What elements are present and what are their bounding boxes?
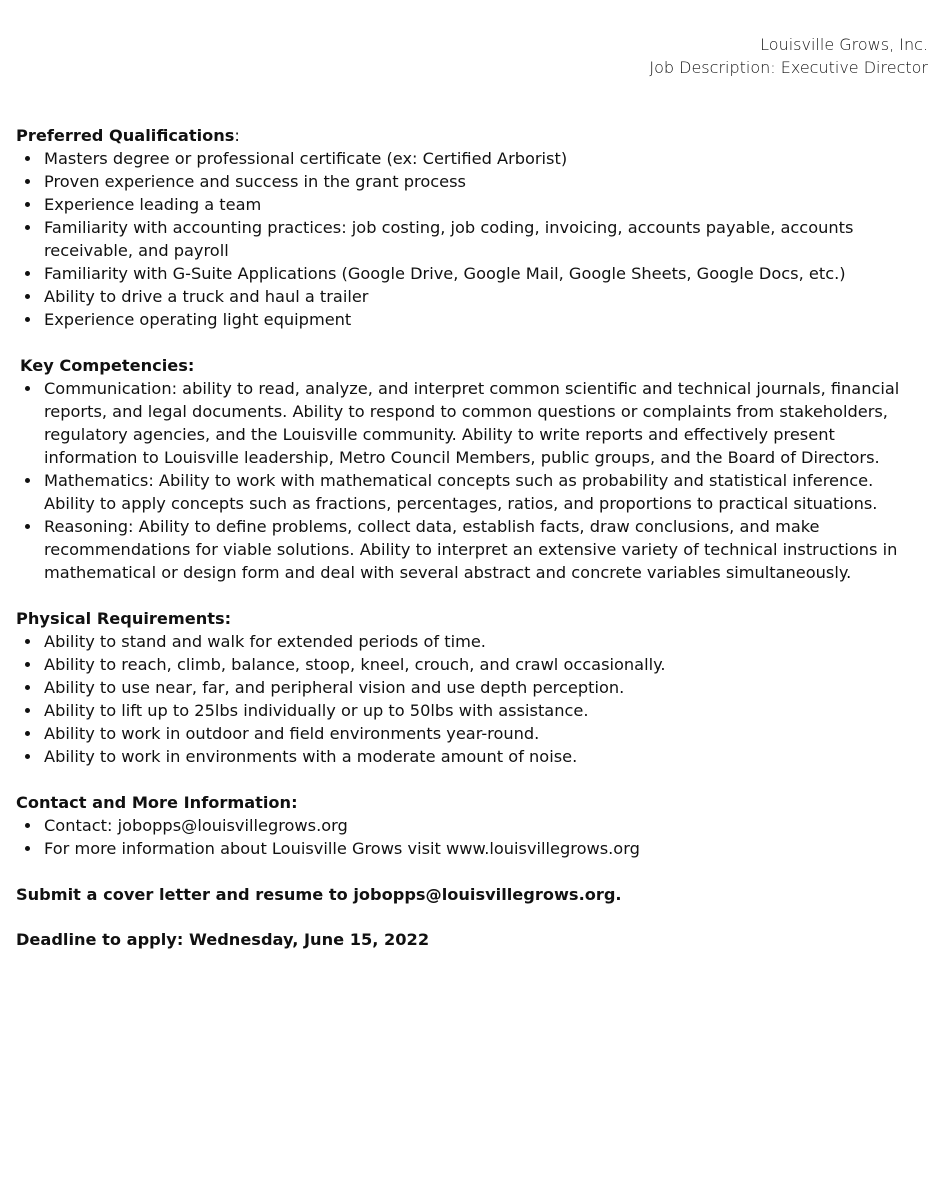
key-competencies-list: [16, 377, 924, 584]
spacer: [16, 906, 924, 928]
list-item: Experience leading a team: [16, 193, 924, 216]
list-item: Communication: ability to read, analyze, and interpret common scientific and technical journals, financial reports, and legal documents. Ability to respond to common questions or complaints from stakeholders, regulatory agencies, and the Louisville community. Ability to write reports and effectively present information to Louisville leadership, Metro Council Members, public groups, and the Board of Directors.: [16, 377, 924, 469]
document-title: Job Description: Executive Director: [649, 58, 928, 77]
list-item: Masters degree or professional certificate (ex: Certified Arborist): [16, 147, 924, 170]
list-item: Ability to work in outdoor and field environments year-round.: [16, 722, 924, 745]
spacer: [16, 331, 924, 354]
spacer: [16, 860, 924, 883]
contact-heading: Contact and More Information:: [16, 793, 298, 812]
list-item: Ability to drive a truck and haul a trailer: [16, 285, 924, 308]
submit-instructions: Submit a cover letter and resume to jobopps@louisvillegrows.org.: [16, 885, 622, 904]
key-competencies-heading: Key Competencies:: [20, 356, 195, 375]
spacer: [16, 768, 924, 791]
spacer: [16, 584, 924, 607]
list-item: Familiarity with accounting practices: job costing, job coding, invoicing, accounts payable, accounts receivable, and payroll: [16, 216, 924, 262]
physical-requirements-list: [16, 630, 924, 768]
organization-name: Louisville Grows, Inc.: [760, 35, 928, 54]
list-item: Mathematics: Ability to work with mathematical concepts such as probability and statistical inference. Ability to apply concepts such as fractions, percentages, ratios, and proportions to practical situations.: [16, 469, 924, 515]
list-item: Ability to work in environments with a moderate amount of noise.: [16, 745, 924, 768]
list-item: Familiarity with G-Suite Applications (Google Drive, Google Mail, Google Sheets, Google Docs, etc.): [16, 262, 924, 285]
list-item: Experience operating light equipment: [16, 308, 924, 331]
document-body: [16, 124, 924, 951]
list-item: Ability to use near, far, and peripheral vision and use depth perception.: [16, 676, 924, 699]
application-deadline: Deadline to apply: Wednesday, June 15, 2022: [16, 930, 430, 949]
list-item: Proven experience and success in the grant process: [16, 170, 924, 193]
document-header: [649, 33, 928, 79]
physical-requirements-heading: Physical Requirements:: [16, 609, 232, 628]
list-item: Reasoning: Ability to define problems, collect data, establish facts, draw conclusions, and make recommendations for viable solutions. Ability to interpret an extensive variety of technical instructions in mathematical or design form and deal with several abstract and concrete variables simultaneously.: [16, 515, 924, 584]
list-item: Contact: jobopps@louisvillegrows.org: [16, 814, 924, 837]
list-item: For more information about Louisville Grows visit www.louisvillegrows.org: [16, 837, 924, 860]
list-item: Ability to stand and walk for extended periods of time.: [16, 630, 924, 653]
list-item: Ability to lift up to 25lbs individually or up to 50lbs with assistance.: [16, 699, 924, 722]
list-item: Ability to reach, climb, balance, stoop, kneel, crouch, and crawl occasionally.: [16, 653, 924, 676]
contact-list: [16, 814, 924, 860]
preferred-qualifications-list: [16, 147, 924, 331]
preferred-qualifications-heading: Preferred Qualifications:: [16, 126, 240, 145]
